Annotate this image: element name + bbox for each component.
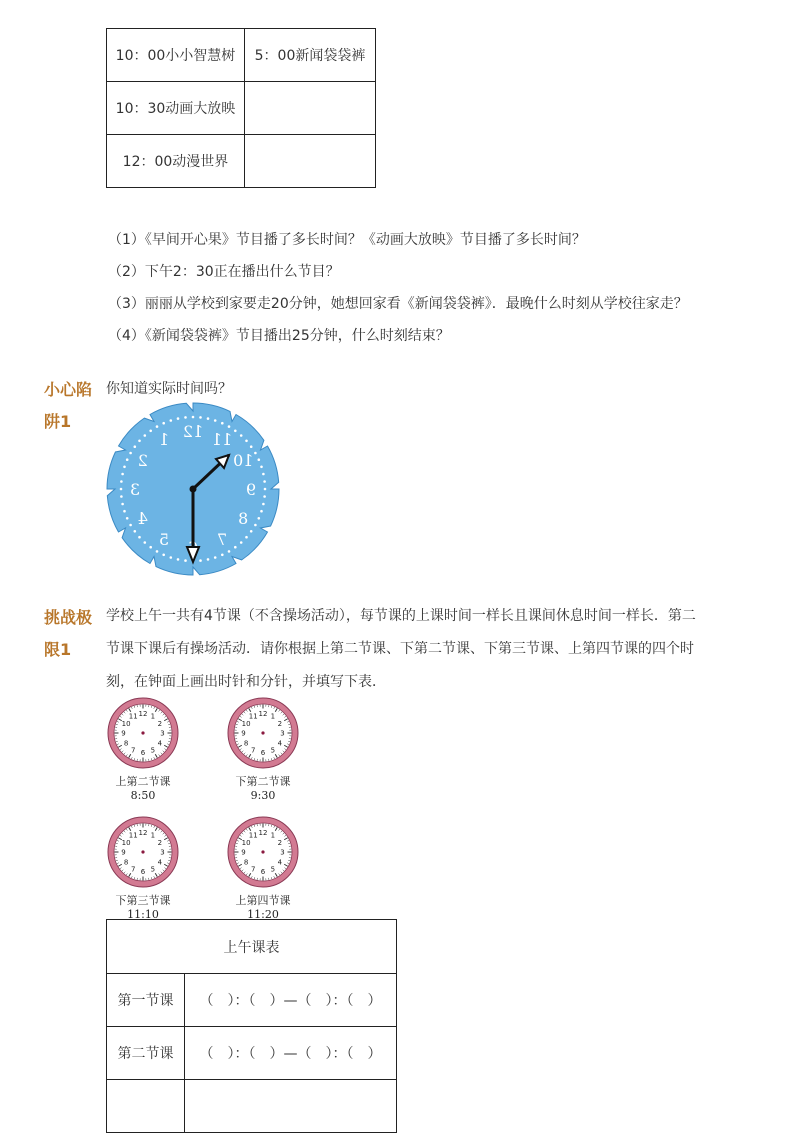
minute-dot xyxy=(254,524,257,527)
clock-numeral: 8 xyxy=(238,509,249,528)
clock-numeral: 4 xyxy=(137,509,148,528)
table-row xyxy=(107,135,376,188)
clock-numeral: 6 xyxy=(140,868,146,876)
minute-dot xyxy=(138,440,141,443)
minute-dot xyxy=(260,510,263,513)
clock-numeral: 10 xyxy=(233,451,254,470)
minute-dot xyxy=(123,466,126,469)
clock-numeral: 7 xyxy=(130,865,136,874)
clock-numeral: 8 xyxy=(243,858,249,867)
table-cell xyxy=(245,135,376,188)
clock-center xyxy=(141,731,144,734)
clock-numeral: 10 xyxy=(121,838,131,847)
clock-center xyxy=(261,850,264,853)
table-row xyxy=(107,29,376,82)
clock-caption-label: 上第四节课 xyxy=(235,894,291,907)
clock-numeral: 9 xyxy=(121,729,126,738)
clock-caption-time: 11:10 xyxy=(127,908,159,921)
clock-center xyxy=(141,850,144,853)
period-name: 第二节课 xyxy=(107,1027,185,1080)
clock-numeral: 9 xyxy=(241,729,246,738)
minute-dot xyxy=(134,445,137,448)
clock-center xyxy=(190,486,197,493)
minute-dot xyxy=(263,480,266,483)
period-name: 第一节课 xyxy=(107,974,185,1027)
challenge-line-2: 节课下课后有操场活动．请你根据上第二节课、下第二节课、下第三节课、上第四节课的四个时 xyxy=(106,641,694,657)
clock-numeral: 11 xyxy=(128,712,138,721)
clock-numeral: 12 xyxy=(258,710,268,718)
clock-numeral: 7 xyxy=(130,746,136,755)
minute-dot xyxy=(260,466,263,469)
minute-dot xyxy=(263,495,266,498)
clock-numeral: 1 xyxy=(150,831,156,840)
clock-numeral: 1 xyxy=(270,712,276,721)
minute-dot xyxy=(129,524,132,527)
table-cell: 10：00小小智慧树 xyxy=(107,29,245,82)
clock-numeral: 11 xyxy=(128,831,138,840)
clock-numeral: 4 xyxy=(157,739,163,748)
clock-numeral: 3 xyxy=(129,480,141,499)
section-tag-challenge-line2: 限1 xyxy=(44,640,72,659)
clock-caption-time: 11:20 xyxy=(247,908,279,921)
clock-caption xyxy=(83,775,203,803)
minute-dot xyxy=(134,530,137,533)
clock-numeral: 8 xyxy=(123,739,129,748)
section-tag-trap-line1: 小心陷 xyxy=(44,380,93,399)
minute-dot xyxy=(234,430,237,433)
schedule-title: 上午课表 xyxy=(107,920,397,974)
table-cell: 12：00动漫世界 xyxy=(107,135,245,188)
clock-center xyxy=(261,731,264,734)
morning-schedule-table xyxy=(106,919,397,1133)
challenge-line-3: 刻，在钟面上画出时针和分针，并填写下表． xyxy=(106,674,386,690)
clock-numeral: 7 xyxy=(250,746,256,755)
minute-dot xyxy=(121,473,124,476)
clock-caption-label: 上第二节课 xyxy=(115,775,171,788)
minute-dot xyxy=(156,550,159,553)
clock-numeral: 5 xyxy=(270,865,276,874)
minute-dot xyxy=(199,559,202,562)
time-blank[interactable]: （ ）：（ ）—（ ）：（ ） xyxy=(185,1027,397,1080)
clock-numeral: 12 xyxy=(138,829,148,837)
minute-dot xyxy=(264,488,267,491)
minute-dot xyxy=(262,473,265,476)
trap-question: 你知道实际时间吗？ xyxy=(106,381,232,397)
clock-numeral: 9 xyxy=(121,848,126,857)
clock-numeral: 11 xyxy=(211,429,233,449)
minute-dot xyxy=(262,503,265,506)
minute-dot xyxy=(199,416,202,419)
table-cell: 5：00新闻袋袋裤 xyxy=(245,29,376,82)
minute-dot xyxy=(258,458,261,461)
table-cell xyxy=(245,82,376,135)
tv-schedule-table xyxy=(106,28,376,188)
minute-dot xyxy=(221,554,224,557)
clock-numeral: 5 xyxy=(150,746,156,755)
period-name xyxy=(107,1080,185,1133)
minute-dot xyxy=(254,452,257,455)
minute-dot xyxy=(228,550,231,553)
time-blank[interactable] xyxy=(185,1080,397,1133)
minute-dot xyxy=(228,425,231,428)
clock-caption xyxy=(83,894,203,922)
clock-numeral: 3 xyxy=(280,729,285,738)
clock-numeral: 12 xyxy=(182,422,204,441)
minute-dot xyxy=(162,422,165,425)
clock-numeral: 6 xyxy=(260,749,266,757)
minute-dot xyxy=(214,556,217,559)
question-1: （1）《早间开心果》节目播了多长时间？《动画大放映》节目播了多长时间？ xyxy=(108,232,586,248)
clock-numeral: 2 xyxy=(137,451,148,470)
clock-numeral: 1 xyxy=(270,831,276,840)
minute-dot xyxy=(258,517,261,520)
minute-dot xyxy=(170,419,173,422)
minute-dot xyxy=(138,536,141,539)
minute-dot xyxy=(245,440,248,443)
minute-dot xyxy=(221,422,224,425)
minute-dot xyxy=(149,430,152,433)
minute-dot xyxy=(214,419,217,422)
table-row xyxy=(107,974,397,1027)
question-3: （3）丽丽从学校到家要走20分钟，她想回家看《新闻袋袋裤》．最晚什么时刻从学校往家走？ xyxy=(108,296,688,312)
minute-dot xyxy=(184,559,187,562)
clock-face[interactable] xyxy=(226,815,300,889)
clock-numeral: 9 xyxy=(241,848,246,857)
minute-dot xyxy=(126,517,129,520)
clock-numeral: 9 xyxy=(245,480,257,499)
minute-dot xyxy=(177,558,180,561)
clock-caption-label: 下第二节课 xyxy=(235,775,291,788)
clock-numeral: 11 xyxy=(248,712,258,721)
table-row xyxy=(107,1080,397,1133)
clock-numeral: 2 xyxy=(157,838,163,847)
clock-numeral: 3 xyxy=(160,729,165,738)
minute-dot xyxy=(156,425,159,428)
clock-numeral: 12 xyxy=(258,829,268,837)
table-row xyxy=(107,1027,397,1080)
clock-numeral: 8 xyxy=(123,858,129,867)
table-row xyxy=(107,920,397,974)
minute-dot xyxy=(149,546,152,549)
clock-numeral: 4 xyxy=(277,739,283,748)
minute-dot xyxy=(144,541,147,544)
clock-face[interactable] xyxy=(106,696,180,770)
minute-dot xyxy=(250,445,253,448)
mirrored-clock xyxy=(104,402,282,580)
table-row xyxy=(107,82,376,135)
clock-face[interactable] xyxy=(106,815,180,889)
clock-numeral: 5 xyxy=(150,865,156,874)
minute-dot xyxy=(240,434,243,437)
minute-dot xyxy=(120,495,123,498)
clock-numeral: 2 xyxy=(157,719,163,728)
clock-numeral: 10 xyxy=(241,838,251,847)
clock-caption-time: 8:50 xyxy=(130,789,156,802)
minute-dot xyxy=(126,458,129,461)
clock-numeral: 10 xyxy=(241,719,251,728)
clock-caption xyxy=(203,894,323,922)
time-blank[interactable]: （ ）：（ ）—（ ）：（ ） xyxy=(185,974,397,1027)
clock-numeral: 7 xyxy=(216,530,228,550)
question-4: （4）《新闻袋袋裤》节目播出25分钟，什么时刻结束？ xyxy=(108,328,450,344)
minute-dot xyxy=(121,503,124,506)
clock-numeral: 4 xyxy=(157,858,163,867)
clock-numeral: 5 xyxy=(158,530,170,550)
clock-numeral: 12 xyxy=(138,710,148,718)
clock-numeral: 7 xyxy=(250,865,256,874)
clock-caption-label: 下第三节课 xyxy=(115,894,171,907)
clock-numeral: 6 xyxy=(260,868,266,876)
minute-dot xyxy=(123,510,126,513)
minute-dot xyxy=(250,530,253,533)
challenge-line-1: 学校上午一共有4节课（不含操场活动），每节课的上课时间一样长且课间休息时间一样长．第二 xyxy=(106,608,696,624)
clock-numeral: 4 xyxy=(277,858,283,867)
minute-dot xyxy=(192,416,195,419)
clock-numeral: 10 xyxy=(121,719,131,728)
minute-dot xyxy=(129,452,132,455)
clock-numeral: 3 xyxy=(280,848,285,857)
clock-numeral: 2 xyxy=(277,838,283,847)
clock-caption xyxy=(203,775,323,803)
clock-numeral: 11 xyxy=(248,831,258,840)
clock-numeral: 8 xyxy=(243,739,249,748)
clock-numeral: 2 xyxy=(277,719,283,728)
clock-numeral: 1 xyxy=(150,712,156,721)
minute-dot xyxy=(162,554,165,557)
minute-dot xyxy=(120,480,123,483)
minute-dot xyxy=(170,556,173,559)
minute-dot xyxy=(234,546,237,549)
minute-dot xyxy=(207,417,210,420)
minute-dot xyxy=(120,488,123,491)
minute-dot xyxy=(245,536,248,539)
clock-numeral: 3 xyxy=(160,848,165,857)
minute-dot xyxy=(177,417,180,420)
minute-dot xyxy=(144,434,147,437)
question-2: （2）下午2：30正在播出什么节目？ xyxy=(108,264,340,280)
clock-numeral: 1 xyxy=(158,429,170,449)
minute-dot xyxy=(207,558,210,561)
table-cell: 10：30动画大放映 xyxy=(107,82,245,135)
section-tag-challenge-line1: 挑战极 xyxy=(44,608,93,627)
section-tag-trap-line2: 阱1 xyxy=(44,412,72,431)
clock-face[interactable] xyxy=(226,696,300,770)
clock-caption-time: 9:30 xyxy=(250,789,276,802)
minute-dot xyxy=(184,416,187,419)
minute-dot xyxy=(240,541,243,544)
clock-numeral: 6 xyxy=(140,749,146,757)
clock-numeral: 5 xyxy=(270,746,276,755)
